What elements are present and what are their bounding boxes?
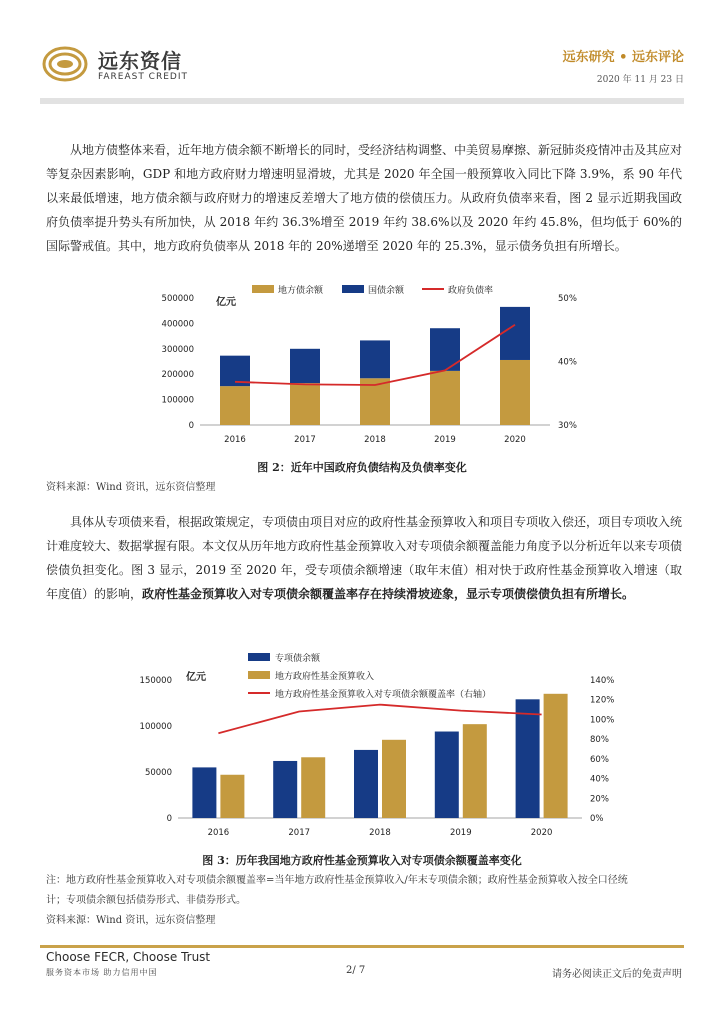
legend-treasury-debt: 国债余额 xyxy=(368,286,405,296)
legend-swatch-fund-revenue xyxy=(248,671,270,679)
chart3-right-tick-label: 120% xyxy=(590,695,615,706)
figure2-caption: 图 2：近年中国政府负债结构及负债率变化 xyxy=(257,461,467,474)
chart2-bar-local-debt xyxy=(430,371,460,425)
footer-divider xyxy=(40,945,684,948)
chart2-left-tick-label: 400000 xyxy=(161,319,194,330)
chart2-x-tick-label: 2020 xyxy=(504,435,526,445)
fareast-logo-icon xyxy=(40,44,90,84)
chart3-bar-fund-revenue xyxy=(463,724,487,818)
chart2-bar-treasury-debt xyxy=(500,307,530,360)
logo-chinese-name: 远东资信 xyxy=(98,49,182,73)
chart3-left-tick-label: 150000 xyxy=(139,676,172,686)
logo-english-name: FAREAST CREDIT xyxy=(98,72,188,82)
chart3-bar-special-bond xyxy=(516,699,540,818)
chart3-right-tick-label: 140% xyxy=(590,676,615,686)
chart2-right-tick-label: 50% xyxy=(558,294,577,304)
chart3-x-tick-label: 2019 xyxy=(449,828,472,838)
chart3-bar-fund-revenue xyxy=(220,775,244,818)
paragraph-special-bond-emphasis: 政府性基金预算收入对专项债余额覆盖率存在持续滑坡迹象，显示专项债偿债负担有所增长。 xyxy=(142,587,635,601)
paragraph-special-bond-text: 具体从专项债来看，根据政策规定，专项债由项目对应的政府性基金预算收入和项目专项收入偿还，项目专项收入统计难度较大、数据掌握有限。本文仅从历年地方政府性基金预算收入对专项债余额覆盖能力角度予以分析近年以来专项债偿债负担变化。图 3 显示，2019 至 2020 年，受专项债余额增速（取年末值）相对快于政府性基金预算收入增速（取年度值）的影响， xyxy=(46,515,683,601)
legend-swatch-treasury-debt xyxy=(342,285,364,293)
chart2-left-tick-label: 0 xyxy=(188,421,194,431)
chart3-left-tick-label: 0 xyxy=(166,814,172,824)
chart2-unit: 亿元 xyxy=(216,297,236,308)
chart3-bar-special-bond xyxy=(354,750,378,818)
chart-government-debt xyxy=(150,280,590,455)
chart2-right-tick-label: 40% xyxy=(558,357,577,368)
chart3-right-tick-label: 40% xyxy=(590,774,609,785)
chart3-right-tick-label: 100% xyxy=(590,715,615,726)
chart2-bar-treasury-debt xyxy=(360,340,390,378)
report-date: 2020 年 11 月 23 日 xyxy=(596,75,684,85)
chart2-x-tick-label: 2016 xyxy=(224,435,246,445)
legend-fund-revenue: 地方政府性基金预算收入 xyxy=(275,672,375,682)
chart3-right-tick-label: 20% xyxy=(590,794,609,805)
chart3-left-tick-label: 100000 xyxy=(139,722,172,732)
chart3-right-tick-label: 60% xyxy=(590,754,609,765)
chart2-bar-treasury-debt xyxy=(290,349,320,383)
chart3-bar-fund-revenue xyxy=(301,757,325,818)
footer-slogan-en: Choose FECR, Choose Trust xyxy=(46,950,211,964)
legend-special-bond: 专项债余额 xyxy=(275,654,321,664)
chart2-x-tick-label: 2017 xyxy=(294,435,316,445)
chart2-x-tick-label: 2019 xyxy=(434,435,456,445)
paragraph-local-debt-overview: 从地方债整体来看，近年地方债余额不断增长的同时，受经济结构调整、中美贸易摩擦、新冠肺炎疫情冲击及其应对等复杂因素影响，GDP 和地方政府财力增速明显滑坡，尤其是 2020 年全国一般预算收入同比下降 3.9%，系 90 年代以来最低增速，地方债余额与政府财力的增速反差增大了地方债的偿债压力。从政府负债率来看，图 2 显示近期我国政府负债率提升势头有所加快，从 2018 年约 36.3%增至 2019 年约 38.6%以及 2020 年约 45.8%，但均低于 60%的国际警戒值。其中，地方政府负债率从 2018 年的 20%递增至 2020 年的 25.3%，显示债务负担有所增长。 xyxy=(46,143,683,253)
chart3-right-tick-label: 0% xyxy=(590,814,604,824)
header-divider xyxy=(40,98,684,104)
chart2-left-tick-label: 200000 xyxy=(161,370,194,381)
paragraph-special-bond xyxy=(46,510,682,606)
figure3-note-line1: 注：地方政府性基金预算收入对专项债余额覆盖率=当年地方政府性基金预算收入/年末专项债余额；政府性基金预算收入按全口径统 xyxy=(46,875,628,886)
report-series: 远东研究 • 远东评论 xyxy=(562,50,684,65)
chart3-x-tick-label: 2020 xyxy=(530,828,553,838)
footer-slogan-cn: 服务资本市场 助力信用中国 xyxy=(46,968,158,977)
chart-special-bond-coverage xyxy=(130,648,620,846)
chart3-line-ratio xyxy=(218,705,541,734)
chart3-legend xyxy=(248,652,491,700)
chart3-bar-fund-revenue xyxy=(382,740,406,818)
chart3-unit: 亿元 xyxy=(186,672,206,683)
legend-swatch-local-debt xyxy=(252,285,274,293)
chart3-right-tick-label: 80% xyxy=(590,735,609,746)
chart2-bar-local-debt xyxy=(290,383,320,425)
chart3-bar-fund-revenue xyxy=(544,694,568,818)
figure3-caption: 图 3：历年我国地方政府性基金预算收入对专项债余额覆盖率变化 xyxy=(202,854,522,867)
chart2-x-tick-label: 2018 xyxy=(364,435,386,445)
chart2-left-tick-label: 500000 xyxy=(161,294,194,304)
chart3-bar-special-bond xyxy=(435,732,459,818)
figure2-source: 资料来源：Wind 资讯，远东资信整理 xyxy=(46,482,216,493)
chart2-bar-local-debt xyxy=(500,360,530,425)
legend-debt-ratio: 政府负债率 xyxy=(448,286,494,296)
legend-coverage: 地方政府性基金预算收入对专项债余额覆盖率（右轴） xyxy=(275,690,492,700)
page-number: 2/ 7 xyxy=(346,965,366,976)
chart3-x-tick-label: 2016 xyxy=(207,828,230,838)
figure3-source: 资料来源：Wind 资讯，远东资信整理 xyxy=(46,915,216,926)
chart3-x-tick-label: 2018 xyxy=(369,828,391,838)
chart3-x-tick-label: 2017 xyxy=(288,828,311,838)
chart2-left-tick-label: 300000 xyxy=(161,344,194,355)
chart2-legend xyxy=(252,284,493,296)
chart2-left-tick-label: 100000 xyxy=(161,395,194,406)
legend-swatch-special-bond xyxy=(248,653,270,661)
chart3-bar-special-bond xyxy=(273,761,297,818)
chart2-right-tick-label: 30% xyxy=(558,421,577,431)
footer-disclaimer: 请务必阅读正文后的免责声明 xyxy=(552,969,682,980)
chart3-bar-special-bond xyxy=(192,767,216,818)
figure3-note-line2: 计；专项债余额包括债券形式、非债券形式。 xyxy=(46,895,246,906)
chart2-bar-local-debt xyxy=(220,386,250,425)
legend-local-debt: 地方债余额 xyxy=(278,286,324,296)
chart3-left-tick-label: 50000 xyxy=(144,768,172,778)
